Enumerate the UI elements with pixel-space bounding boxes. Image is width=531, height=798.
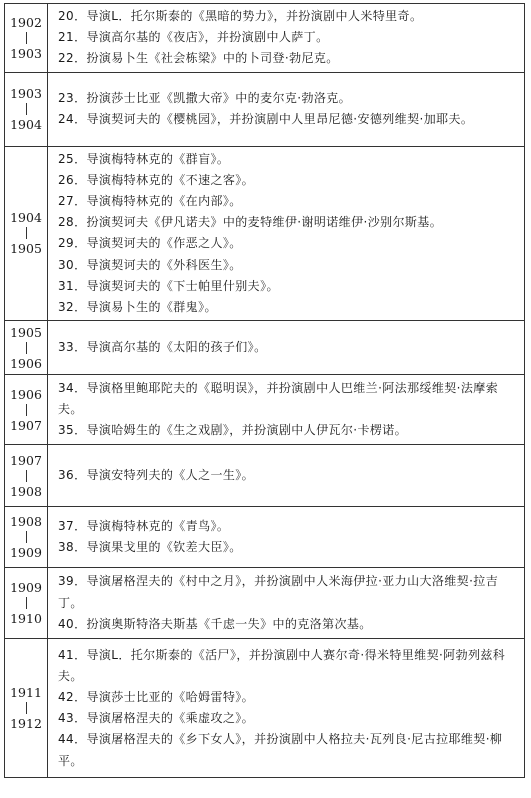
work-entry: 36．导演安特列夫的《人之一生》。 <box>58 468 255 483</box>
chronology-row <box>5 507 525 568</box>
work-entry: 25．导演梅特林克的《群盲》。 <box>58 151 230 166</box>
year-range-cell <box>5 445 48 507</box>
start-year: 1903 <box>10 86 42 102</box>
work-entry: 29．导演契诃夫的《作恶之人》。 <box>58 236 242 251</box>
year-range-cell <box>5 639 48 778</box>
year-range-cell <box>5 146 48 321</box>
work-entry: 32．导演易卜生的《群鬼》。 <box>58 300 217 315</box>
work-entry: 21．导演高尔基的《夜店》，并扮演剧中人萨丁。 <box>58 30 329 45</box>
work-entry: 43．导演屠格涅夫的《乘虚攻之》。 <box>58 711 255 726</box>
start-year: 1908 <box>10 514 42 530</box>
work-entry: 27．导演梅特林克的《在内部》。 <box>58 194 242 209</box>
year-range-cell <box>5 72 48 146</box>
year-range-separator <box>26 702 27 714</box>
end-year: 1910 <box>10 611 42 627</box>
work-entry: 34．导演格里鲍耶陀夫的《聪明误》，并扮演剧中人巴维兰·阿法那绥维契·法摩索夫。 <box>58 380 499 417</box>
works-cell <box>48 375 525 445</box>
work-entry: 20．导演L．托尔斯泰的《黑暗的势力》，并扮演剧中人米特里奇。 <box>58 9 423 23</box>
chronology-row <box>5 375 525 445</box>
work-entry: 30．导演契诃夫的《外科医生》。 <box>58 257 242 272</box>
work-entry: 26．导演梅特林克的《不速之客》。 <box>58 172 255 187</box>
year-range-separator <box>26 404 27 416</box>
chronology-row <box>5 639 525 778</box>
year-range-separator <box>26 531 27 543</box>
works-cell <box>48 321 525 375</box>
work-entry: 24．导演契诃夫的《樱桃园》，并扮演剧中人里昂尼德·安德列维契·加耶夫。 <box>58 112 474 127</box>
work-entry: 39．导演屠格涅夫的《村中之月》，并扮演剧中人米海伊拉·亚力山大洛维契·拉吉丁。 <box>58 574 499 610</box>
works-cell <box>48 639 525 778</box>
work-entry: 41．导演L．托尔斯泰的《活尸》，并扮演剧中人赛尔奇·得米特里维契·阿勃列兹科夫。 <box>58 647 506 683</box>
works-cell <box>48 568 525 639</box>
start-year: 1909 <box>10 580 42 596</box>
work-entry: 31．导演契诃夫的《下士帕里什别夫》。 <box>58 278 279 293</box>
works-cell <box>48 146 525 321</box>
work-entry: 44．导演屠格涅夫的《乡下女人》，并扮演剧中人格拉夫·瓦列良·尼古拉耶维契·柳平。 <box>58 732 503 768</box>
year-range-cell <box>5 321 48 375</box>
chronology-row <box>5 4 525 73</box>
year-range-separator <box>26 342 27 354</box>
works-cell <box>48 72 525 146</box>
work-entry: 40．扮演奥斯特洛夫斯基《千虑一失》中的克洛第次基。 <box>58 616 372 631</box>
chronology-row <box>5 146 525 321</box>
start-year: 1907 <box>10 452 42 468</box>
chronology-table <box>4 3 525 778</box>
works-cell <box>48 507 525 568</box>
end-year: 1906 <box>10 355 42 371</box>
chronology-row <box>5 568 525 639</box>
work-entry: 23．扮演莎士比亚《凯撒大帝》中的麦尔克·勃洛克。 <box>58 90 352 105</box>
work-entry: 22．扮演易卜生《社会栋梁》中的卜司登·勃尼克。 <box>58 51 339 66</box>
chronology-row <box>5 72 525 146</box>
year-range-cell <box>5 568 48 639</box>
end-year: 1907 <box>10 417 42 433</box>
works-cell <box>48 4 525 73</box>
end-year: 1903 <box>10 45 42 61</box>
year-range-cell <box>5 507 48 568</box>
work-entry: 33．导演高尔基的《太阳的孩子们》。 <box>58 340 267 355</box>
end-year: 1912 <box>10 716 42 732</box>
year-range-cell <box>5 4 48 73</box>
year-range-separator <box>26 32 27 44</box>
year-range-separator <box>26 103 27 115</box>
work-entry: 35．导演哈姆生的《生之戏剧》，并扮演剧中人伊瓦尔·卡楞诺。 <box>58 423 408 438</box>
work-entry: 28．扮演契诃夫《伊凡诺夫》中的麦特维伊·谢明诺维伊·沙别尔斯基。 <box>58 215 443 230</box>
chronology-row <box>5 321 525 375</box>
start-year: 1906 <box>10 386 42 402</box>
chronology-row <box>5 445 525 507</box>
work-entry: 38．导演果戈里的《钦差大臣》。 <box>58 540 242 555</box>
end-year: 1908 <box>10 483 42 499</box>
work-entry: 37．导演梅特林克的《青鸟》。 <box>58 519 230 534</box>
start-year: 1905 <box>10 324 42 340</box>
year-range-separator <box>26 470 27 482</box>
chronology-table-body <box>5 4 525 778</box>
works-cell <box>48 445 525 507</box>
start-year: 1902 <box>10 14 42 30</box>
work-entry: 42．导演莎士比亚的《哈姆雷特》。 <box>58 690 255 705</box>
year-range-cell <box>5 375 48 445</box>
end-year: 1904 <box>10 117 42 133</box>
end-year: 1905 <box>10 241 42 257</box>
start-year: 1911 <box>10 685 42 701</box>
end-year: 1909 <box>10 545 42 561</box>
chronology-table-wrapper <box>4 3 525 778</box>
start-year: 1904 <box>10 210 42 226</box>
year-range-separator <box>26 597 27 609</box>
year-range-separator <box>26 227 27 239</box>
